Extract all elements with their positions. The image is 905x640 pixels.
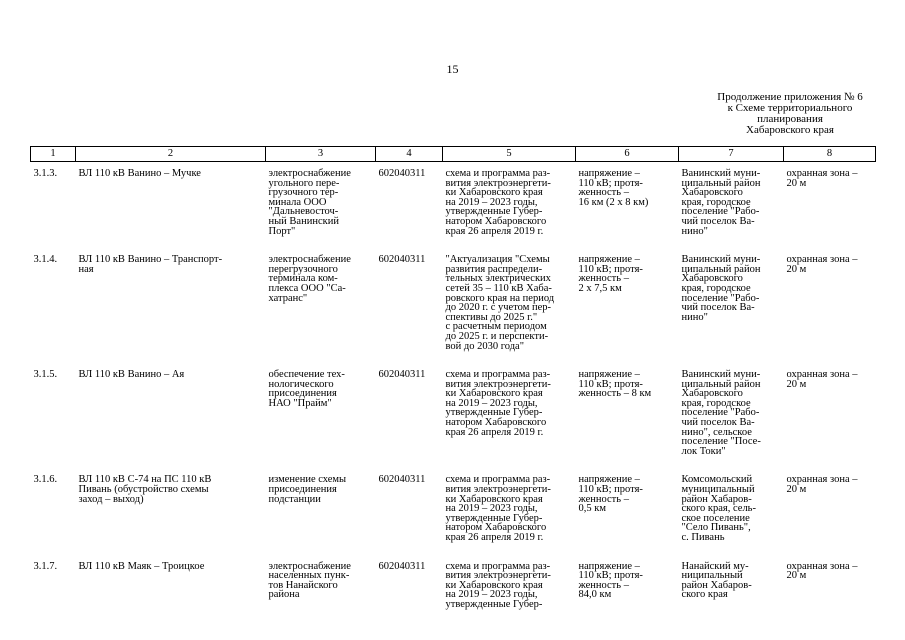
page-number: 15	[446, 62, 459, 76]
object-basis: схема и программа раз- вития электроэнергети- ки Хабаровского края на 2019 – 2023 годы, утвержденные Губер- натором Хабаровского края 26 апреля 2019 г.	[445, 369, 551, 438]
object-code: 602040311	[378, 369, 426, 381]
object-zone: охранная зона – 20 м	[786, 369, 858, 390]
table-row	[31, 363, 876, 468]
object-code: 602040311	[378, 254, 426, 266]
object-zone: охранная зона – 20 м	[786, 168, 858, 189]
object-code: 602040311	[378, 474, 426, 486]
appendix-note-line: Продолжение приложения № 6	[717, 91, 863, 103]
object-location: Комсомольский муниципальный район Хабаров- ского края, сель- ское поселение "Село Пивань", с. Пивань	[681, 474, 756, 543]
object-code: 602040311	[378, 560, 426, 572]
object-basis: схема и программа раз- вития электроэнергети- ки Хабаровского края на 2019 – 2023 годы, утвержденные Губер- натором Хабаровского края 26 апреля 2019 г.	[445, 474, 551, 543]
table-row	[31, 555, 876, 622]
object-zone: охранная зона – 20 м	[786, 560, 858, 582]
object-name: ВЛ 110 кВ Ванино – Транспорт- ная	[78, 254, 223, 275]
object-characteristics: напряжение – 110 кВ; протя- женность – 84,0 км	[578, 560, 643, 601]
column-header: 5	[443, 147, 576, 162]
object-characteristics: напряжение – 110 кВ; протя- женность – 16 км (2 х 8 км)	[578, 168, 649, 208]
object-location: Ванинский муни- ципальный район Хабаровского края, городское поселение "Рабо- чий поселок Ва- нино"	[681, 168, 761, 237]
column-header: 3	[266, 147, 376, 162]
object-name: ВЛ 110 кВ Ванино – Ая	[78, 369, 185, 381]
column-header: 6	[576, 147, 679, 162]
object-zone: охранная зона – 20 м	[786, 474, 858, 496]
object-purpose: электроснабжение угольного пере- грузочного тер- минала ООО "Дальневосточ- ный Ванинский Порт"	[268, 168, 351, 237]
table-row	[31, 468, 876, 554]
object-location: Ванинский муни- ципальный район Хабаровского края, городское поселение "Рабо- чий поселок Ва- нино"	[681, 254, 761, 323]
appendix-continuation-note	[690, 92, 890, 136]
table-row	[31, 162, 876, 249]
row-number: 3.1.5.	[33, 369, 58, 381]
object-basis: схема и программа раз- вития электроэнергети- ки Хабаровского края на 2019 – 2023 годы, утвержденные Губер- натором Хабаровского края 26 апреля 2019 г.	[445, 168, 551, 237]
objects-table	[30, 146, 876, 622]
object-name: ВЛ 110 кВ Маяк – Троицкое	[78, 560, 205, 572]
table-header-row	[31, 147, 876, 162]
object-name: ВЛ 110 кВ Ванино – Мучке	[78, 168, 201, 179]
table-row	[31, 248, 876, 363]
column-header: 8	[784, 147, 876, 162]
object-characteristics: напряжение – 110 кВ; протя- женность – 2 х 7,5 км	[578, 254, 643, 294]
object-basis: схема и программа раз- вития электроэнергети- ки Хабаровского края на 2019 – 2023 годы, утвержденные Губер-	[445, 560, 551, 610]
column-header: 4	[376, 147, 443, 162]
appendix-note-line: планирования	[757, 113, 823, 125]
appendix-note-line: к Схеме территориального	[727, 102, 853, 114]
object-basis: "Актуализация "Схемы развития распредели- тельных электрических сетей 35 – 110 кВ Хаба- ровского края на период до 2020 г. с учетом пер- спективы до 2025 г." с расчетным периодом до 2025 г. и перспекти- вой до 2030 года"	[445, 254, 555, 352]
object-purpose: электроснабжение населенных пунк- тов Нанайского района	[268, 560, 351, 601]
object-location: Нанайский му- ниципальный район Хабаров- ского края	[681, 560, 752, 601]
row-number: 3.1.4.	[33, 254, 58, 266]
object-purpose: обеспечение тех- нологического присоединения НАО "Прайм"	[268, 369, 345, 409]
object-characteristics: напряжение – 110 кВ; протя- женность – 0,5 км	[578, 474, 643, 515]
row-number: 3.1.7.	[33, 560, 58, 572]
object-location: Ванинский муни- ципальный район Хабаровского края, городское поселение "Рабо- чий поселок Ва- нино", сельское поселение "Посе- лок Токи"	[681, 369, 761, 457]
object-name: ВЛ 110 кВ С-74 на ПС 110 кВ Пивань (обустройство схемы заход – выход)	[78, 474, 212, 505]
object-zone: охранная зона – 20 м	[786, 254, 858, 275]
object-purpose: изменение схемы присоединения подстанции	[268, 474, 347, 505]
column-header: 1	[31, 147, 76, 162]
object-characteristics: напряжение – 110 кВ; протя- женность – 8 км	[578, 369, 652, 400]
row-number: 3.1.3.	[33, 168, 58, 179]
column-header: 7	[679, 147, 784, 162]
object-code: 602040311	[378, 168, 426, 179]
row-number: 3.1.6.	[33, 474, 58, 486]
column-header: 2	[76, 147, 266, 162]
object-purpose: электроснабжение перегрузочного терминала ком- плекса ООО "Са- хатранс"	[268, 254, 351, 304]
appendix-note-line: Хабаровского края	[746, 124, 834, 136]
